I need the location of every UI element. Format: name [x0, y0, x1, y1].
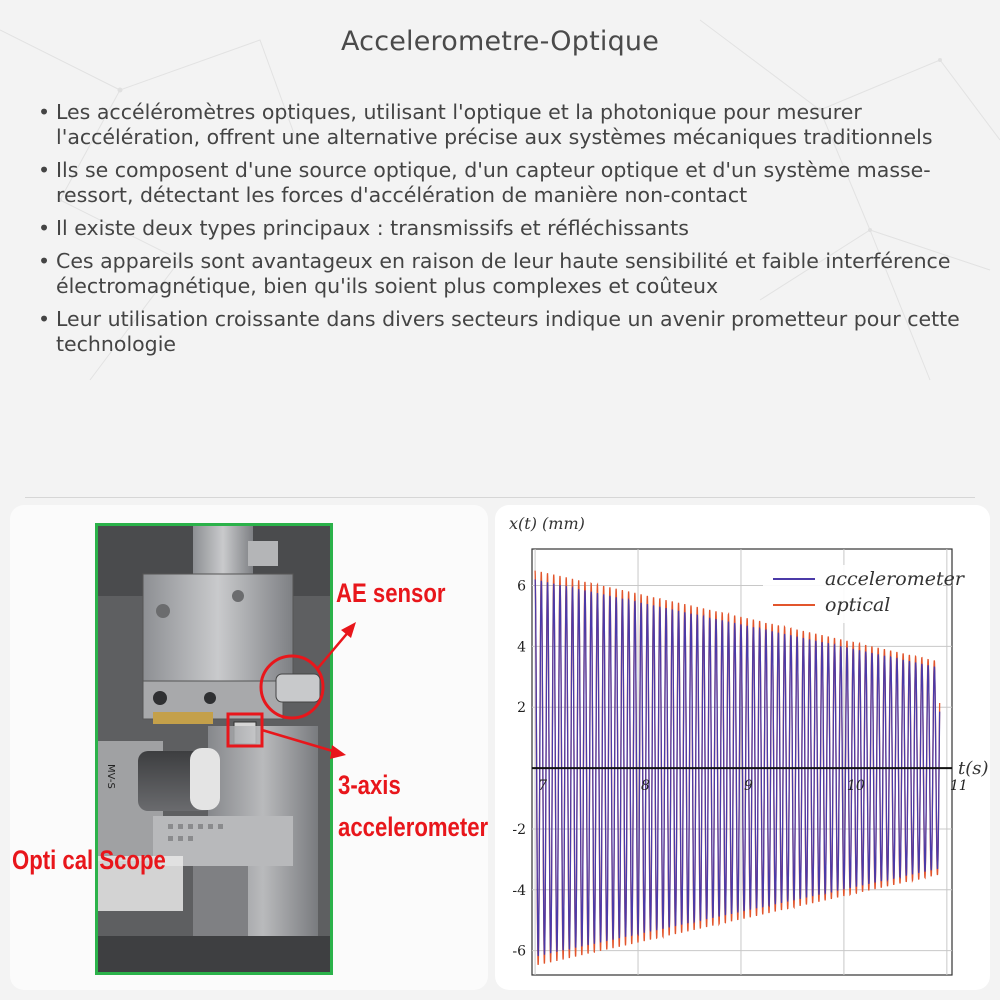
y-axis-label: x(t) (mm) [509, 514, 585, 533]
chart-legend [763, 565, 966, 623]
bullet-item: • Leur utilisation croissante dans divers secteurs indique un avenir prometteur pour cette technologie [36, 307, 966, 357]
x-tick-label: 7 [538, 778, 548, 795]
bullet-item: • Ils se composent d'une source optique, d'un capteur optique et d'un système masse-ressort, détectant les forces d'accélération de manière non-contact [36, 158, 966, 208]
accelerometer-label: accelerometer [338, 812, 489, 842]
legend-label-accelerometer: accelerometer [825, 568, 964, 590]
y-tick-label: -2 [512, 821, 526, 838]
x-tick-label: 9 [743, 778, 753, 795]
x-axis-label: t(s) [958, 758, 989, 780]
legend-label-optical: optical [825, 594, 891, 616]
bullet-item: • Ces appareils sont avantageux en raison de leur haute sensibilité et faible interférence électromagnétique, bien qu'ils soient plus complexes et coûteux [36, 249, 966, 299]
displacement-chart [495, 505, 990, 990]
y-tick-label: -6 [512, 943, 526, 960]
page-title: Accelerometre-Optique [340, 26, 660, 57]
ae-sensor-highlight-circle [261, 656, 323, 718]
y-tick-label: 6 [517, 578, 526, 595]
optical-scope-label: Opti cal Scope [12, 845, 166, 875]
camera-model-text: MV-S [105, 764, 116, 789]
accelerometer-highlight-box [228, 714, 262, 746]
y-tick-label: 4 [517, 639, 526, 656]
accelerometer-arrow [262, 730, 336, 752]
ae-sensor-arrow [318, 630, 350, 668]
y-tick-label: 2 [517, 700, 526, 717]
bullet-list [36, 100, 966, 365]
x-tick-label: 11 [949, 778, 968, 795]
section-divider [25, 497, 975, 498]
ae-sensor-label: AE sensor [336, 578, 446, 608]
x-tick-label: 10 [846, 778, 865, 795]
y-tick-label: -4 [512, 882, 526, 899]
three-axis-label: 3-axis [338, 770, 401, 800]
x-tick-label: 8 [641, 778, 650, 795]
bullet-item: • Les accéléromètres optiques, utilisant l'optique et la photonique pour mesurer l'accélération, offrent une alternative précise aux systèmes mécaniques traditionnels [36, 100, 966, 150]
annotation-overlay [0, 500, 500, 800]
bullet-item: • Il existe deux types principaux : transmissifs et réfléchissants [36, 216, 966, 241]
